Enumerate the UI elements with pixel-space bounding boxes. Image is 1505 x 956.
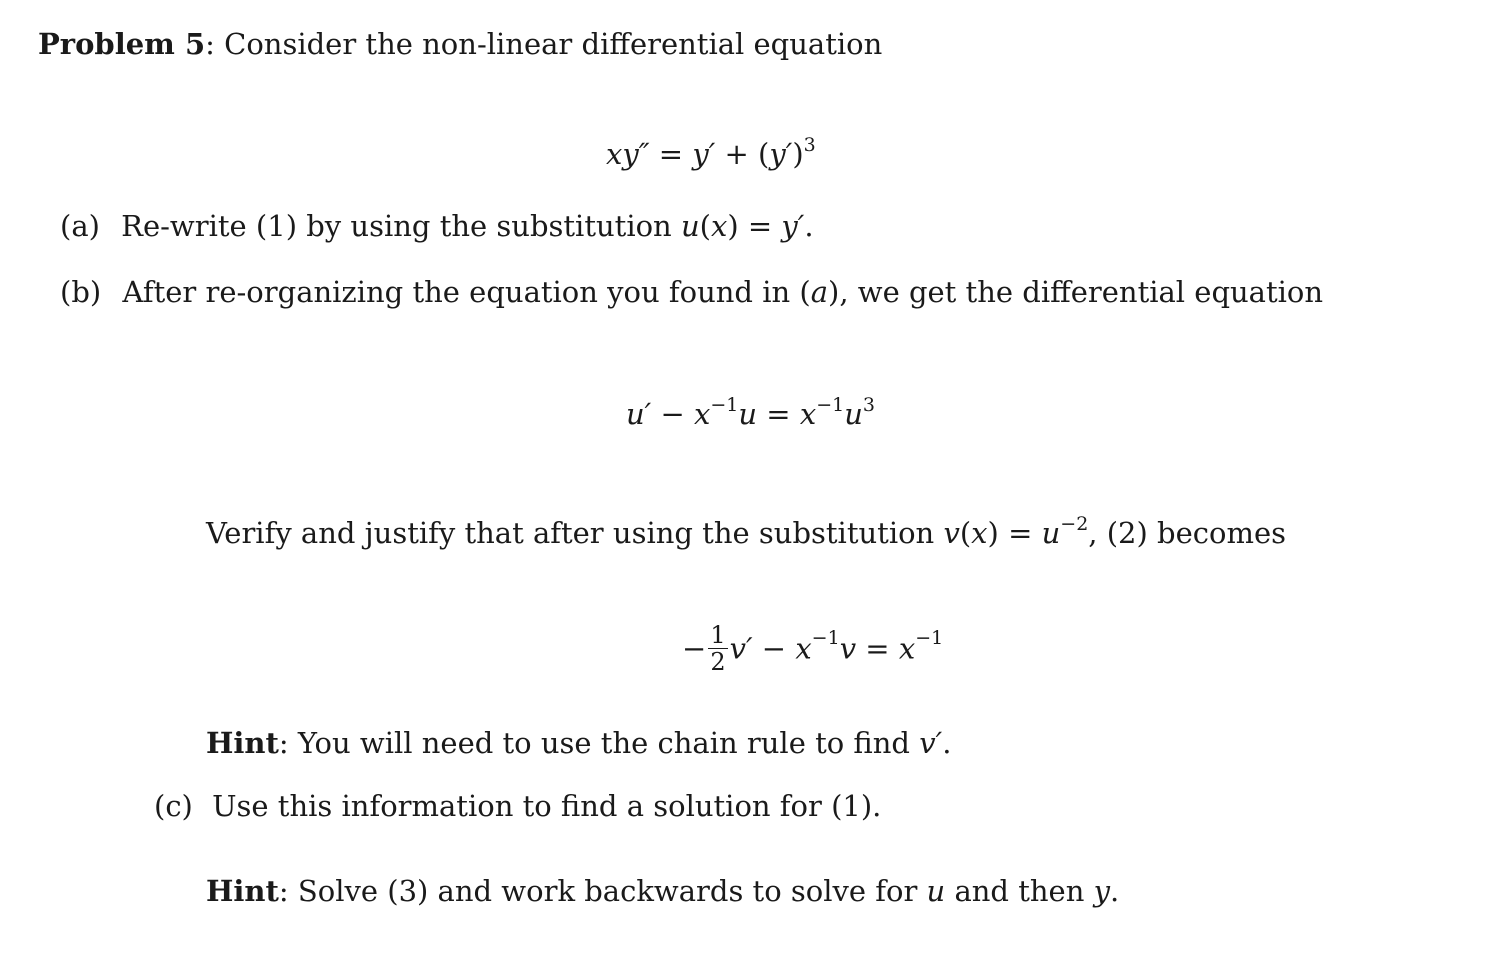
part-a: (a) Re-write (1) by using the substitution u(x) = y′. [60,209,814,243]
fraction-one-half: $\frac{1}{2}$ [710,621,726,676]
part-b-label: (b) [60,275,102,309]
equation-2: $u' - x^{-1}u = x^{-1}u^3$ [626,394,875,431]
hint-2-label: Hint [206,874,279,908]
part-c-label: (c) [154,789,193,823]
part-a-label: (a) [60,209,100,243]
part-b: (b) After re-organizing the equation you found in (a), we get the differential equation [60,275,1324,309]
equation-1: $xy'' = y' + (y')^3$ [606,134,816,171]
equation-3: − $\frac{1}{2}$ $v' - x^{-1}v = x^{-1}$ [682,621,944,676]
problem-heading: Problem 5 [38,27,206,61]
verify-statement: Verify and justify that after using the substitution $v(x) = u^{-2}$, (2) becomes [206,513,1287,550]
part-c: (c) Use this information to find a solution for (1). [154,789,882,823]
problem-intro: : Consider the non-linear differential equation [205,27,883,61]
hint-1-label: Hint [206,726,279,760]
hint-2: Hint: Solve (3) and work backwards to solve for u and then y. [206,874,1120,908]
hint-1: Hint: You will need to use the chain rule to find v′. [206,726,952,760]
problem-statement [38,26,882,62]
